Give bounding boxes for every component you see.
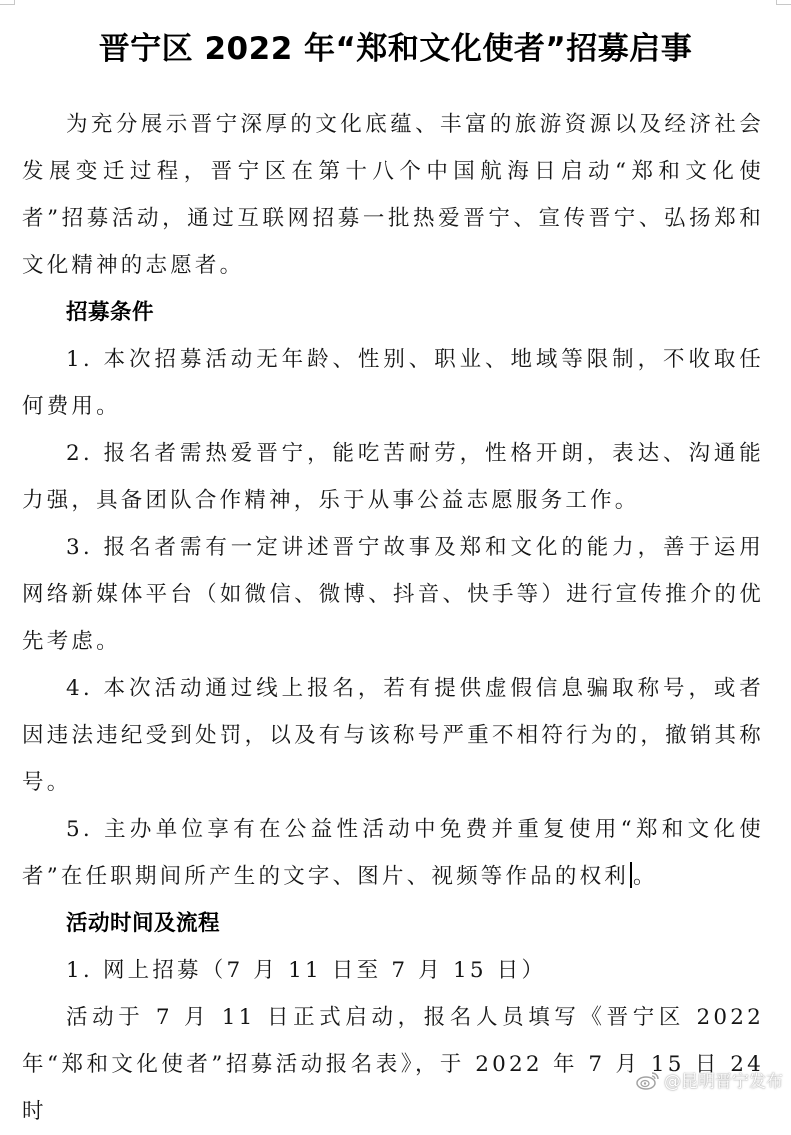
page-corner-mark-right bbox=[776, 0, 791, 5]
requirement-item-3: 3. 报名者需有一定讲述晋宁故事及郑和文化的能力，善于运用网络新媒体平台（如微信、微博、抖音、快手等）进行宣传推介的优先考虑。 bbox=[22, 535, 764, 654]
requirement-item-5[interactable] bbox=[22, 806, 764, 900]
document-body bbox=[22, 101, 764, 1135]
document-title: 晋宁区 2022 年“郑和文化使者”招募启事 bbox=[98, 30, 693, 67]
requirement-item-5-tail: 。 bbox=[633, 864, 658, 889]
watermark-text: @昆明晋宁发布 bbox=[664, 1072, 783, 1092]
intro-paragraph: 为充分展示晋宁深厚的文化底蕴、丰富的旅游资源以及经济社会发展变迁过程，晋宁区在第十八个中国航海日启动“郑和文化使者”招募活动，通过互联网招募一批热爱晋宁、宣传晋宁、弘扬郑和文化精神的志愿者。 bbox=[22, 112, 764, 278]
schedule-paragraph: 活动于 7 月 11 日正式启动，报名人员填写《晋宁区 2022 年“郑和文化使者”招募活动报名表》，于 2022 年 7 月 15 日 24 时 bbox=[22, 1005, 764, 1124]
weibo-watermark bbox=[636, 1067, 783, 1092]
page-corner-mark-left bbox=[0, 0, 15, 5]
section-heading-requirements: 招募条件 bbox=[66, 300, 155, 325]
requirement-item-2: 2. 报名者需热爱晋宁，能吃苦耐劳，性格开朗，表达、沟通能力强，具备团队合作精神，乐于从事公益志愿服务工作。 bbox=[22, 441, 764, 513]
text-cursor bbox=[630, 862, 632, 888]
schedule-item-1: 1. 网上招募（7 月 11 日至 7 月 15 日） bbox=[66, 958, 547, 983]
weibo-icon bbox=[636, 1070, 660, 1090]
requirement-item-5-text: 5. 主办单位享有在公益性活动中免费并重复使用“郑和文化使者”在任职期间所产生的文字、图片、视频等作品的权利 bbox=[22, 817, 764, 889]
section-heading-schedule: 活动时间及流程 bbox=[66, 911, 221, 936]
requirement-item-4: 4. 本次活动通过线上报名，若有提供虚假信息骗取称号，或者因违法违纪受到处罚，以及有与该称号严重不相符行为的，撤销其称号。 bbox=[22, 676, 764, 795]
requirement-item-1: 1. 本次招募活动无年龄、性别、职业、地域等限制，不收取任何费用。 bbox=[22, 347, 764, 419]
